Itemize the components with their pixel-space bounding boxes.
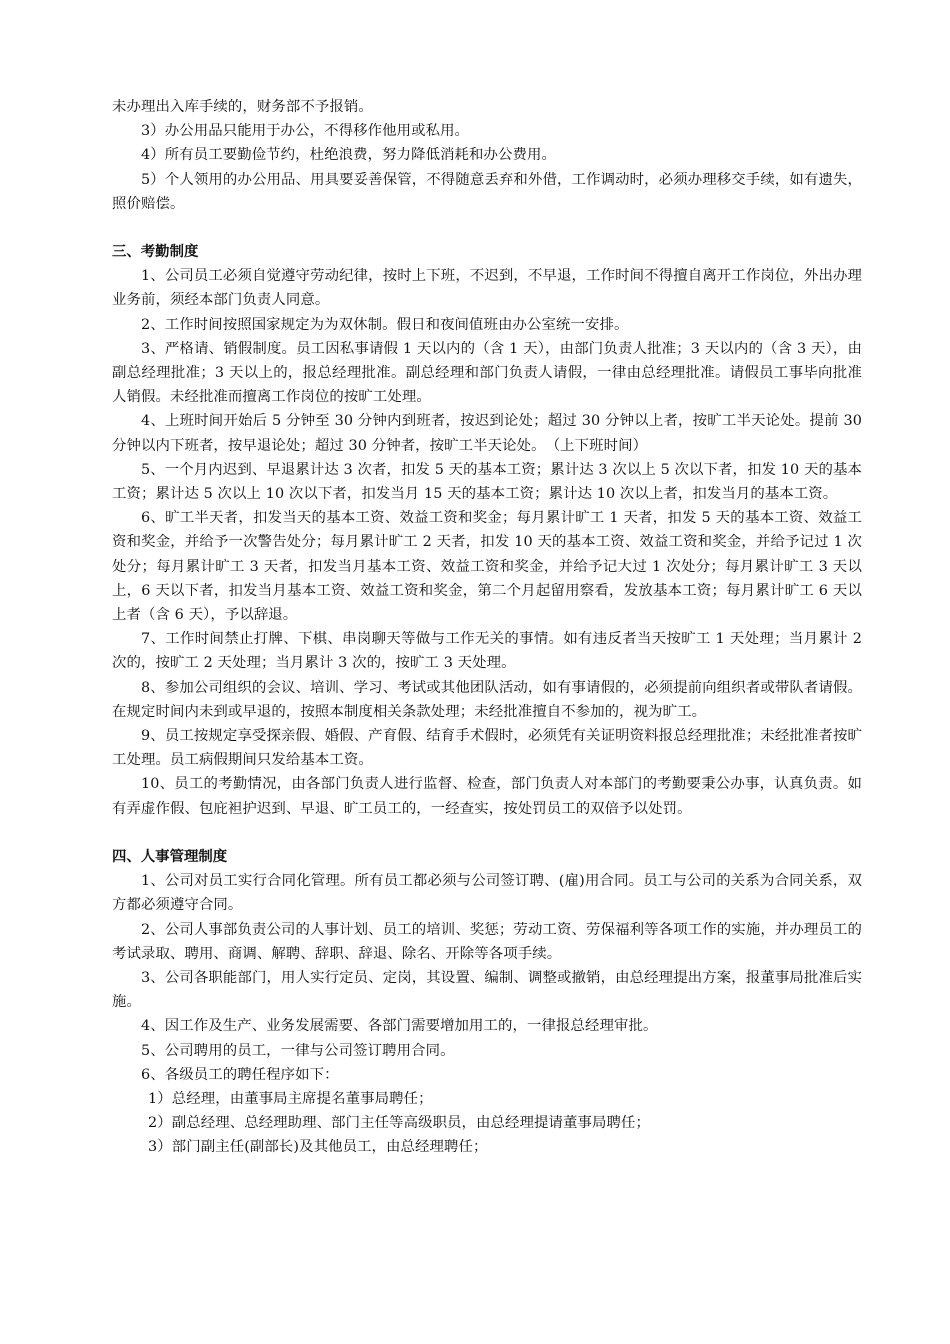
section-heading-attendance: 三、考勤制度 [112, 244, 199, 261]
attendance-rule-6: 6、旷工半天者，扣发当天的基本工资、效益工资和奖金；每月累计旷工 1 天者，扣发 5 天的基本工资、效益工资和奖金，并给予一次警告处分；每月累计旷工 2 天者，扣发 10 天的基本工资、效益工资和奖金，并给予记过 1 次处分；每月累计旷工 3 天者，扣发当月基本工资、效益工资和奖金，并给予记大过 1 次处分；每月累计旷工 3 天以上，6 天以下者，扣发当月基本工资、效益工资和奖金，第二个月起留用察看，发放基本工资；每月累计旷工 6 天以上者（含 6 天），予以辞退。 [112, 510, 862, 624]
hiring-procedure-item-1: 1）总经理，由董事局主席提名董事局聘任； [148, 1090, 433, 1107]
personnel-rule-3: 3、公司各职能部门，用人实行定员、定岗，其设置、编制、调整或撤销，由总经理提出方案，报董事局批准后实施。 [112, 969, 862, 1011]
attendance-rule-4: 4、上班时间开始后 5 分钟至 30 分钟内到班者，按迟到论处；超过 30 分钟以上者，按旷工半天论处。提前 30 分钟以内下班者，按早退论处；超过 30 分钟者，按旷工半天论处。 （上下班时间） [112, 413, 862, 454]
section-spacer [112, 216, 862, 240]
hiring-procedure-item-3: 3）部门副主任(副部长)及其他员工，由总经理聘任； [148, 1139, 488, 1156]
office-supply-rule-5: 5）个人领用的办公用品、用具要妥善保管，不得随意丢弃和外借，工作调动时，必须办理移交手续，如有遗失，照价赔偿。 [112, 171, 862, 212]
personnel-rule-2: 2、公司人事部负责公司的人事计划、员工的培训、奖惩；劳动工资、劳保福利等各项工作的实施，并办理员工的考试录取、聘用、商调、解聘、辞职、辞退、除名、开除等各项手续。 [112, 921, 862, 962]
attendance-rule-9: 9、员工按规定享受探亲假、婚假、产育假、结育手术假时，必须凭有关证明资料报总经理批准；未经批准者按旷工处理。员工病假期间只发给基本工资。 [112, 728, 862, 769]
personnel-rule-1: 1、公司对员工实行合同化管理。所有员工都必须与公司签订聘、(雇)用合同。员工与公司的关系为合同关系，双方都必须遵守合同。 [112, 873, 862, 914]
personnel-rule-5: 5、公司聘用的员工，一律与公司签订聘用合同。 [141, 1042, 455, 1059]
attendance-rule-8: 8、参加公司组织的会议、培训、学习、考试或其他团队活动，如有事请假的，必须提前向组织者或带队者请假。在规定时间内未到或早退的，按照本制度相关条款处理；未经批准擅自不参加的，视为旷工。 [112, 679, 862, 720]
attendance-rule-3: 3、严格请、销假制度。员工因私事请假 1 天以内的（含 1 天），由部门负责人批准；3 天以内的（含 3 天），由副总经理批准；3 天以上的，报总经理批准。副总经理和部门负责人请假，一律由总经理批准。请假员工事毕向批准人销假。未经批准而擅离工作岗位的按旷工处理。 [112, 340, 862, 406]
personnel-rule-4: 4、因工作及生产、业务发展需要、各部门需要增加用工的，一律报总经理审批。 [141, 1018, 658, 1035]
hiring-procedure-item-2: 2）副总经理、总经理助理、部门主任等高级职员，由总经理提请董事局聘任； [148, 1115, 650, 1132]
office-supply-rule-3: 3）办公用品只能用于办公，不得移作他用或私用。 [141, 123, 470, 140]
attendance-rule-1: 1、公司员工必须自觉遵守劳动纪律，按时上下班，不迟到，不早退，工作时间不得擅自离开工作岗位，外出办理业务前，须经本部门负责人同意。 [112, 268, 862, 309]
office-supply-rule-4: 4）所有员工要勤俭节约，杜绝浪费，努力降低消耗和办公费用。 [141, 147, 556, 164]
personnel-rule-6: 6、各级员工的聘任程序如下： [141, 1066, 339, 1083]
section-spacer [112, 821, 862, 845]
continuation-line: 未办理出入库手续的，财务部不予报销。 [112, 99, 373, 115]
section-heading-personnel: 四、人事管理制度 [112, 848, 228, 865]
attendance-rule-2: 2、工作时间按照国家规定为为双休制。假日和夜间值班由办公室统一安排。 [141, 316, 629, 333]
attendance-rule-10: 10、员工的考勤情况，由各部门负责人进行监督、检查，部门负责人对本部门的考勤要秉公办事，认真负责。如有弄虚作假、包庇袒护迟到、早退、旷工员工的，一经查实，按处罚员工的双倍予以处罚。 [112, 776, 862, 817]
attendance-rule-7: 7、工作时间禁止打牌、下棋、串岗聊天等做与工作无关的事情。如有违反者当天按旷工 1 天处理；当月累计 2 次的，按旷工 2 天处理；当月累计 3 次的，按旷工 3 天处理。 [112, 631, 862, 672]
attendance-rule-5: 5、一个月内迟到、早退累计达 3 次者，扣发 5 天的基本工资；累计达 3 次以上 5 次以下者，扣发 10 天的基本工资；累计达 5 次以上 10 次以下者，扣发当月 15 天的基本工资；累计达 10 次以上者，扣发当月的基本工资。 [112, 461, 862, 503]
